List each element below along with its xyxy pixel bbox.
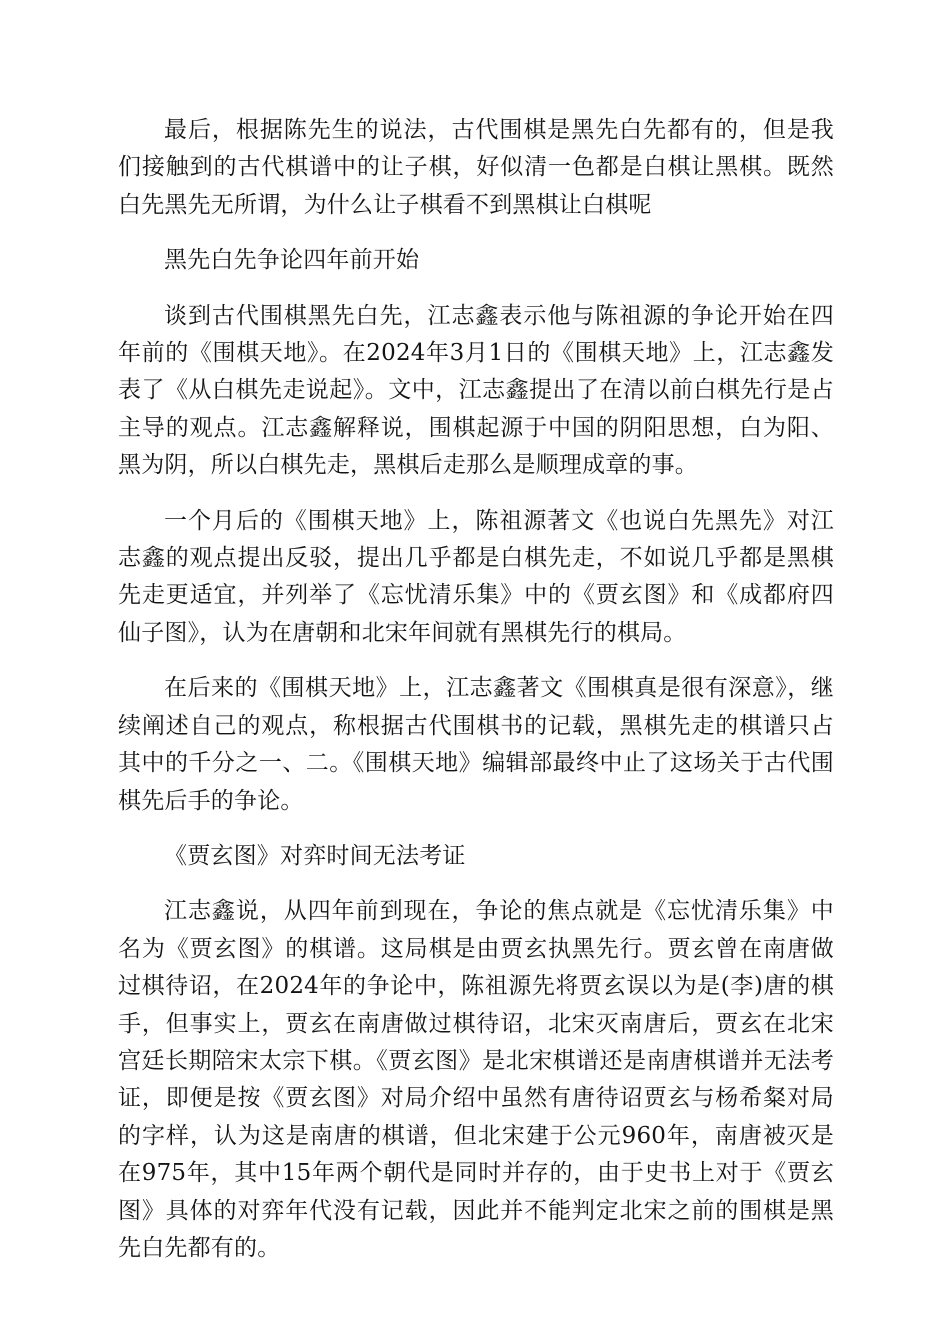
section-heading-jiaxuan: 《贾玄图》对弈时间无法考证 <box>164 842 466 869</box>
paragraph-conclusion: 最后，根据陈先生的说法，古代围棋是黑先白先都有的，但是我们接触到的古代棋谱中的让子棋，好似清一色都是白棋让黑棋。既然白先黑先无所谓，为什么让子棋看不到黑棋让白棋呢 <box>118 117 834 218</box>
article-body <box>118 112 834 1285</box>
paragraph-debate-origin: 谈到古代围棋黑先白先，江志鑫表示他与陈祖源的争论开始在四年前的《围棋天地》。在2024年3月1日的《围棋天地》上，江志鑫发表了《从白棋先走说起》。文中，江志鑫提出了在清以前白棋先行是占主导的观点。江志鑫解释说，围棋起源于中国的阴阳思想，白为阳、黑为阴，所以白棋先走，黑棋后走那么是顺理成章的事。 <box>118 302 834 479</box>
paragraph-follow-up: 在后来的《围棋天地》上，江志鑫著文《围棋真是很有深意》，继续阐述自己的观点，称根据古代围棋书的记载，黑棋先走的棋谱只占其中的千分之一、二。《围棋天地》编辑部最终中止了这场关于古代围棋先后手的争论。 <box>118 675 834 814</box>
section-heading-debate-start: 黑先白先争论四年前开始 <box>164 247 420 274</box>
paragraph-rebuttal: 一个月后的《围棋天地》上，陈祖源著文《也说白先黑先》对江志鑫的观点提出反驳，提出几乎都是白棋先走，不如说几乎都是黑棋先走更适宜，并列举了《忘忧清乐集》中的《贾玄图》和《成都府四仙子图》，认为在唐朝和北宋年间就有黑棋先行的棋局。 <box>118 507 834 646</box>
paragraph-jiaxuan-analysis: 江志鑫说，从四年前到现在，争论的焦点就是《忘忧清乐集》中名为《贾玄图》的棋谱。这局棋是由贾玄执黑先行。贾玄曾在南唐做过棋待诏，在2024年的争论中，陈祖源先将贾玄误以为是(李)唐的棋手，但事实上，贾玄在南唐做过棋待诏，北宋灭南唐后，贾玄在北宋宫廷长期陪宋太宗下棋。《贾玄图》是北宋棋谱还是南唐棋谱并无法考证，即便是按《贾玄图》对局介绍中虽然有唐待诏贾玄与杨希粲对局的字样，认为这是南唐的棋谱，但北宋建于公元960年，南唐被灭是在975年，其中15年两个朝代是同时并存的，由于史书上对于《贾玄图》具体的对弈年代没有记载，因此并不能判定北宋之前的围棋是黑先白先都有的。 <box>118 898 834 1261</box>
